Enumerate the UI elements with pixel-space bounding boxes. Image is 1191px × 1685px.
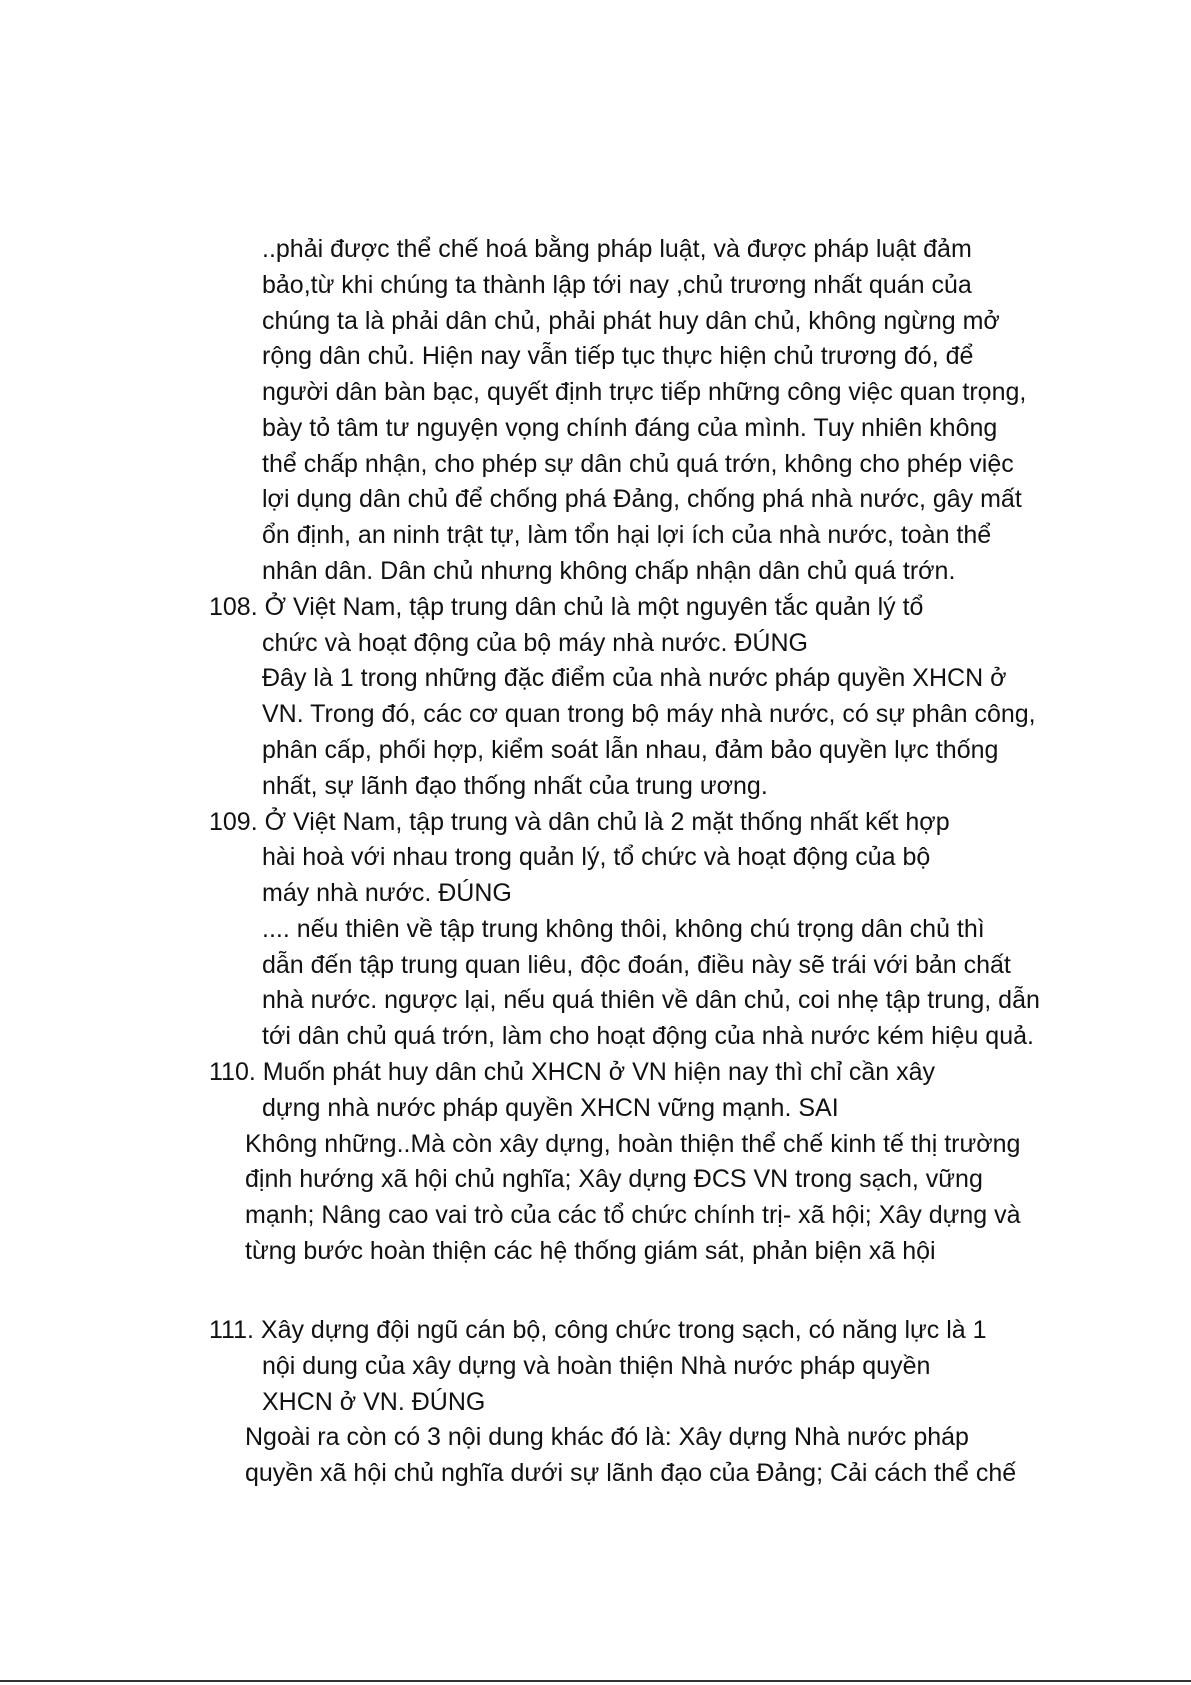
text-line: phân cấp, phối hợp, kiểm soát lẫn nhau, đảm bảo quyền lực thống <box>262 736 999 764</box>
question-111: 111. Xây dựng đội ngũ cán bộ, công chức trong sạch, có năng lực là 1 <box>209 1316 987 1344</box>
text-line: ổn định, an ninh trật tự, làm tổn hại lợi ích của nhà nước, toàn thể <box>262 521 992 549</box>
text-line: rộng dân chủ. Hiện nay vẫn tiếp tục thực hiện chủ trương đó, để <box>262 342 974 370</box>
text-line: dẫn đến tập trung quan liêu, độc đoán, điều này sẽ trái với bản chất <box>262 951 1011 979</box>
text-line: người dân bàn bạc, quyết định trực tiếp những công việc quan trọng, <box>262 378 1027 406</box>
text-line: bày tỏ tâm tư nguyện vọng chính đáng của mình. Tuy nhiên không <box>262 414 998 442</box>
text-line: lợi dụng dân chủ để chống phá Đảng, chống phá nhà nước, gây mất <box>262 485 1022 513</box>
text-line: ..phải được thể chế hoá bằng pháp luật, và được pháp luật đảm <box>262 235 972 263</box>
text-line: hài hoà với nhau trong quản lý, tổ chức và hoạt động của bộ <box>262 843 931 871</box>
text-line: Đây là 1 trong những đặc điểm của nhà nước pháp quyền XHCN ở <box>262 664 1007 692</box>
text-line: Không những..Mà còn xây dựng, hoàn thiện thể chế kinh tế thị trường <box>245 1130 1021 1158</box>
text-line: quyền xã hội chủ nghĩa dưới sự lãnh đạo của Đảng; Cải cách thể chế <box>245 1459 1017 1487</box>
text-line: mạnh; Nâng cao vai trò của các tổ chức chính trị- xã hội; Xây dựng và <box>245 1201 1021 1229</box>
text-line: nội dung của xây dựng và hoàn thiện Nhà nước pháp quyền <box>262 1352 931 1380</box>
text-line: VN. Trong đó, các cơ quan trong bộ máy nhà nước, có sự phân công, <box>262 700 1036 728</box>
page-bottom-rule <box>0 1680 1191 1682</box>
question-108: 108. Ở Việt Nam, tập trung dân chủ là một nguyên tắc quản lý tổ <box>209 593 924 621</box>
text-line: từng bước hoàn thiện các hệ thống giám sát, phản biện xã hội <box>245 1237 936 1265</box>
question-110: 110. Muốn phát huy dân chủ XHCN ở VN hiện nay thì chỉ cần xây <box>209 1058 936 1086</box>
text-line: .... nếu thiên về tập trung không thôi, không chú trọng dân chủ thì <box>262 915 985 943</box>
text-line: nhân dân. Dân chủ nhưng không chấp nhận dân chủ quá trớn. <box>262 557 956 585</box>
text-line: Ngoài ra còn có 3 nội dung khác đó là: Xây dựng Nhà nước pháp <box>245 1423 969 1451</box>
text-line: chúng ta là phải dân chủ, phải phát huy dân chủ, không ngừng mở <box>262 307 1000 335</box>
text-line: máy nhà nước. ĐÚNG <box>262 879 512 907</box>
text-line: nhà nước. ngược lại, nếu quá thiên về dân chủ, coi nhẹ tập trung, dẫn <box>262 986 1040 1014</box>
text-line: bảo,từ khi chúng ta thành lập tới nay ,chủ trương nhất quán của <box>262 271 972 299</box>
text-line: XHCN ở VN. ĐÚNG <box>262 1388 486 1416</box>
text-line: chức và hoạt động của bộ máy nhà nước. ĐÚNG <box>262 629 808 657</box>
text-line: thể chấp nhận, cho phép sự dân chủ quá trớn, không cho phép việc <box>262 450 1014 478</box>
question-109: 109. Ở Việt Nam, tập trung và dân chủ là 2 mặt thống nhất kết hợp <box>209 808 950 836</box>
text-line: nhất, sự lãnh đạo thống nhất của trung ương. <box>262 772 768 800</box>
text-line: định hướng xã hội chủ nghĩa; Xây dựng ĐCS VN trong sạch, vững <box>245 1165 983 1193</box>
text-line: tới dân chủ quá trớn, làm cho hoạt động của nhà nước kém hiệu quả. <box>262 1022 1034 1050</box>
text-line: dựng nhà nước pháp quyền XHCN vững mạnh. SAI <box>262 1094 839 1122</box>
